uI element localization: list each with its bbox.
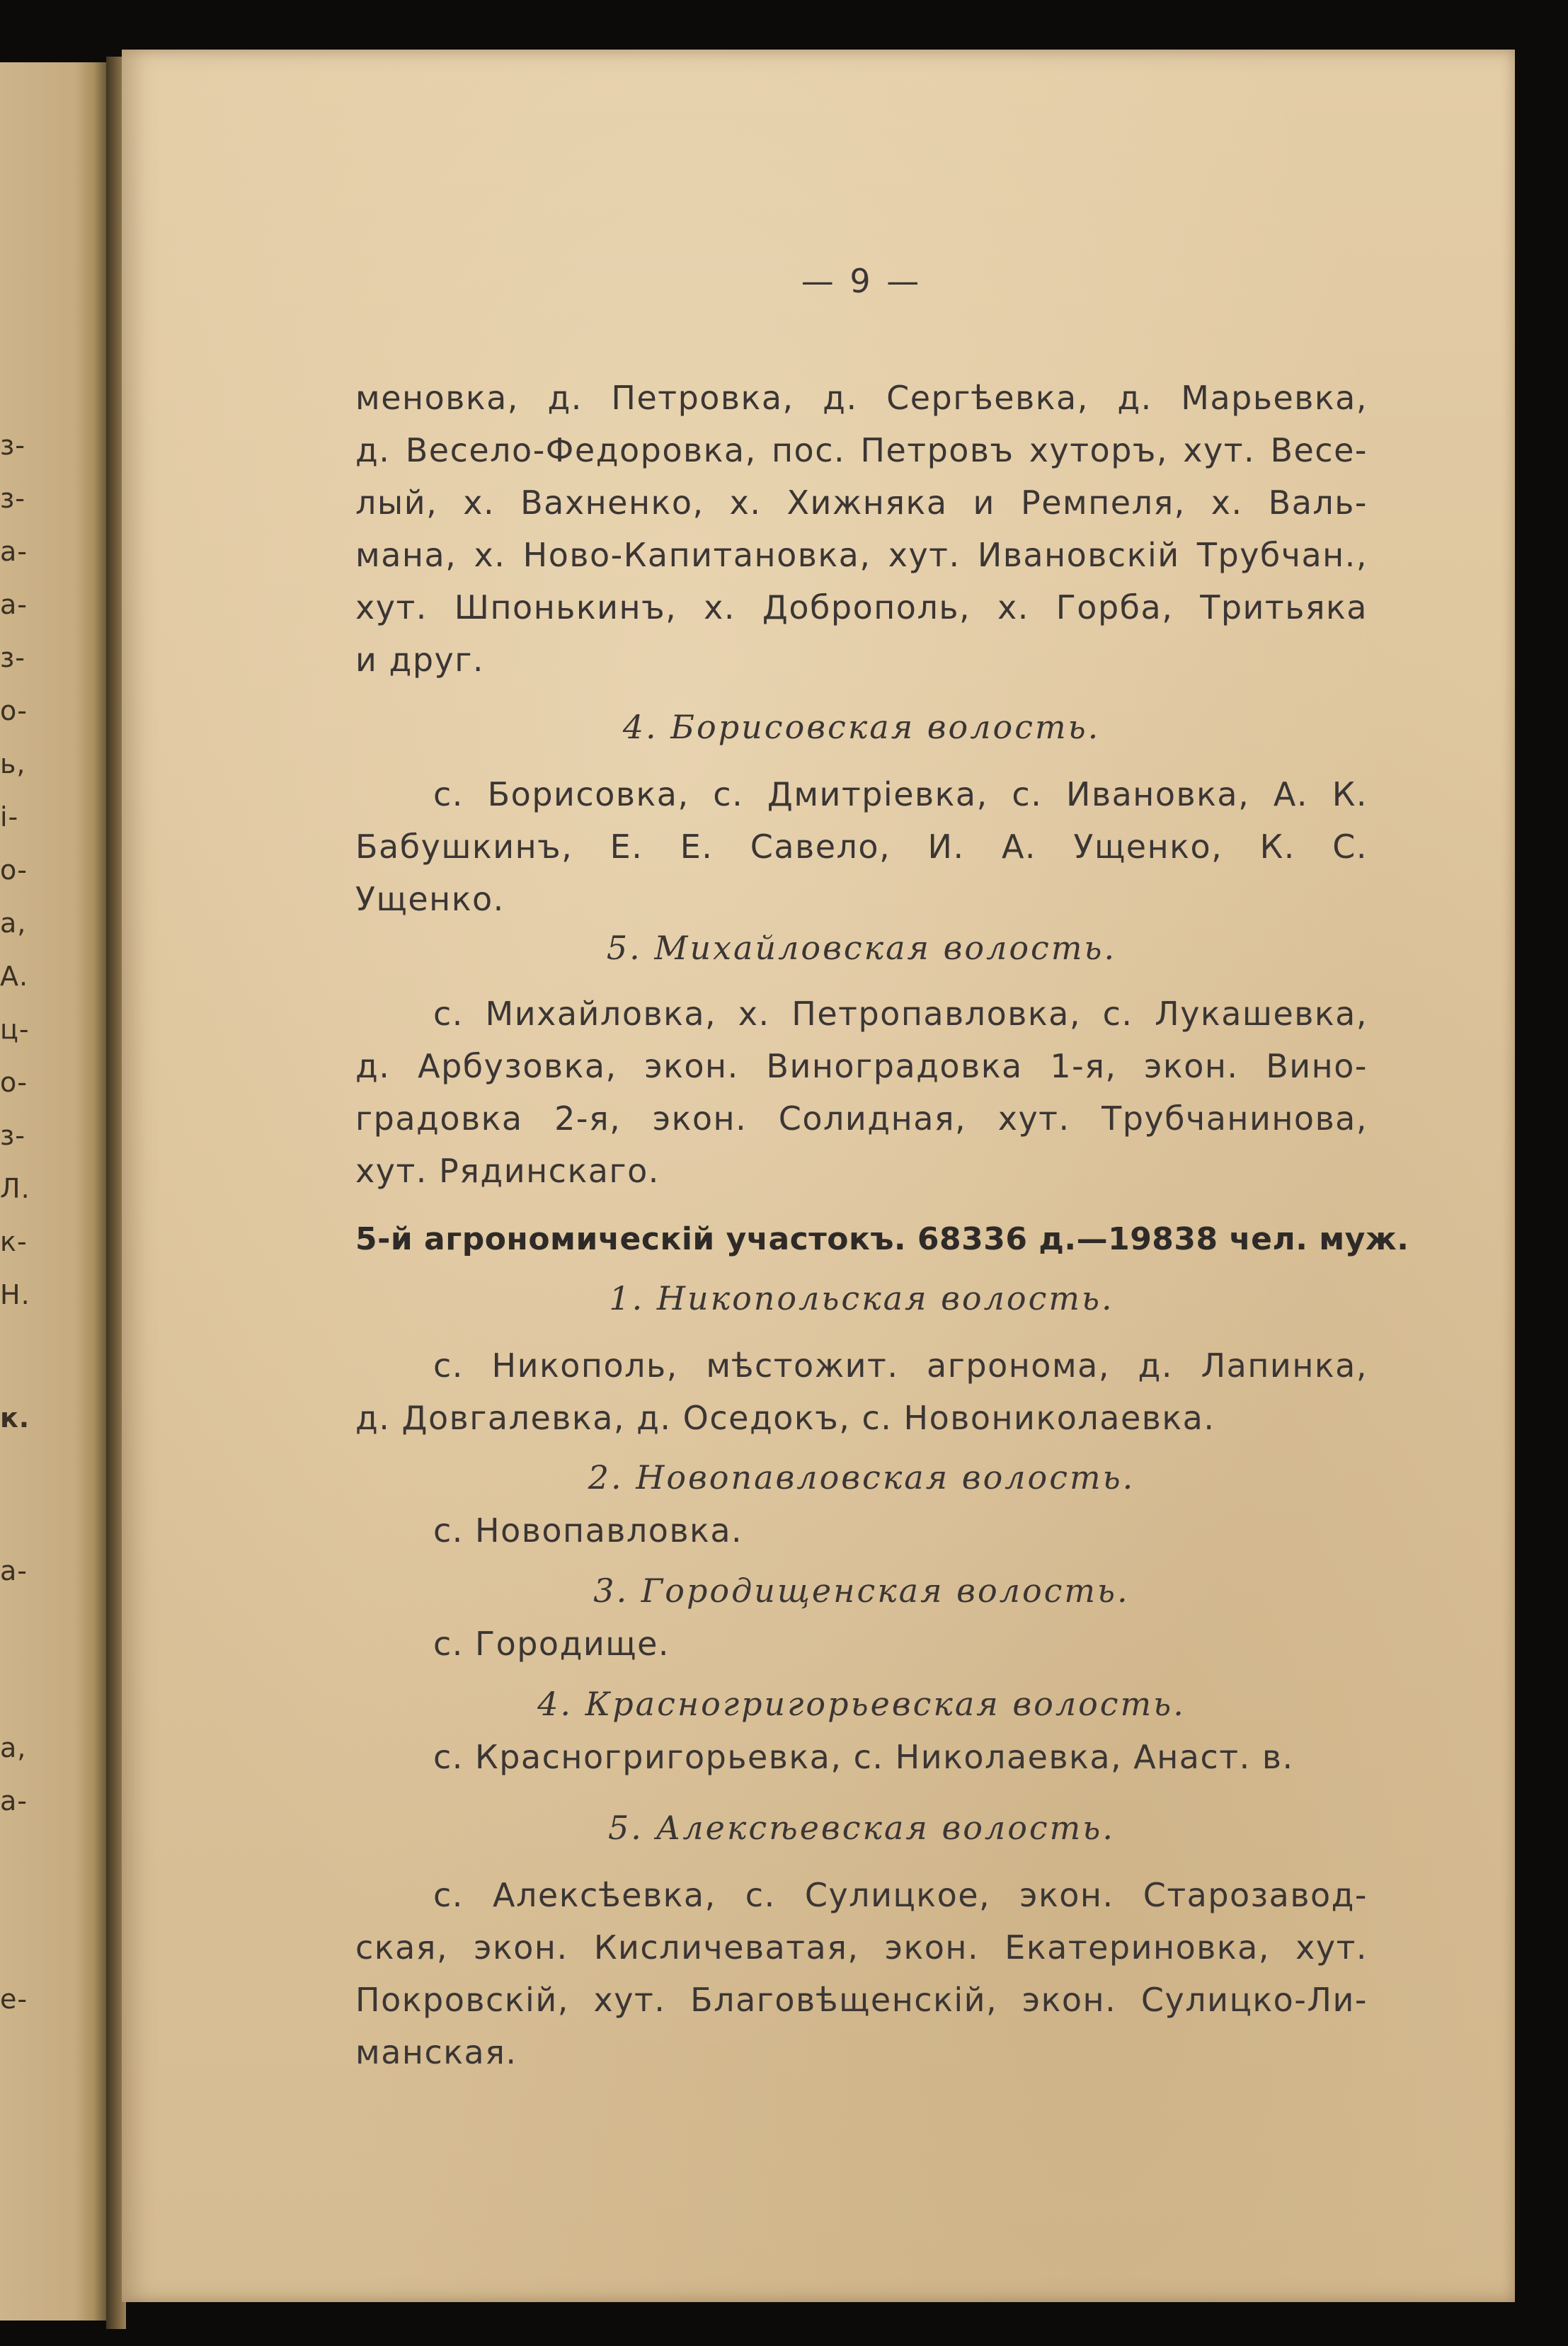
- left-page-fragment: а,: [0, 1732, 27, 1763]
- text-line: хут. Шпонькинъ, х. Доброполь, х. Горба, Тритьяка: [355, 588, 1368, 626]
- volost-paragraph: [355, 1504, 1368, 1557]
- text-line: д. Весело-Федоровка, пос. Петровъ хуторъ, хут. Весе-: [355, 431, 1368, 469]
- paragraph-continued: [355, 372, 1368, 686]
- text-line: с. Красногригорьевка, с. Николаевка, Анаст. в.: [433, 1738, 1294, 1776]
- left-page-fragment: з-: [0, 430, 25, 461]
- text-line: Ущенко.: [355, 880, 505, 918]
- volost-paragraph: [355, 1869, 1368, 2078]
- volost-heading: 1. Никопольская волость.: [609, 1279, 1114, 1317]
- volost-paragraph: [355, 768, 1368, 925]
- text-line: д. Довгалевка, д. Оседокъ, с. Новониколаевка.: [355, 1399, 1215, 1437]
- book-page: [122, 50, 1515, 2302]
- volost-paragraph: [355, 988, 1368, 1197]
- text-line: д. Арбузовка, экон. Виноградовка 1-я, экон. Вино-: [355, 1047, 1368, 1085]
- left-page-fragment: о-: [0, 695, 28, 726]
- volost-heading: 4. Борисовская волость.: [622, 708, 1101, 746]
- text-line: Покровскій, хут. Благовѣщенскій, экон. Сулицко-Ли-: [355, 1981, 1368, 2019]
- left-page-fragment: а-: [0, 536, 28, 567]
- volost-paragraph: [355, 1618, 1368, 1670]
- left-page-fragment: е-: [0, 1984, 28, 2015]
- left-page-fragment: з-: [0, 1120, 25, 1151]
- left-page-fragment: з-: [0, 642, 25, 673]
- text-line: с. Городище.: [433, 1625, 670, 1663]
- text-line: мана, х. Ново-Капитановка, хут. Ивановскій Трубчан.,: [355, 536, 1368, 574]
- volost-paragraph: [355, 1731, 1368, 1783]
- volost-heading: 4. Красногригорьевская волость.: [537, 1685, 1186, 1723]
- left-page-edge: [0, 62, 106, 2321]
- left-page-fragment: А.: [0, 961, 29, 992]
- text-line: и друг.: [355, 641, 485, 679]
- text-line: хут. Рядинскаго.: [355, 1152, 660, 1190]
- volost-heading: 3. Городищенская волость.: [593, 1572, 1130, 1610]
- left-page-fragment: к-: [0, 1226, 28, 1257]
- left-page-fragment: о-: [0, 854, 28, 886]
- text-line: лый, х. Вахненко, х. Хижняка и Ремпеля, х. Валь-: [355, 483, 1368, 522]
- text-line: градовка 2-я, экон. Солидная, хут. Трубчанинова,: [355, 1099, 1368, 1138]
- left-page-fragment: ц-: [0, 1014, 30, 1045]
- left-page-fragment: Л.: [0, 1173, 30, 1204]
- text-line: манская.: [355, 2033, 517, 2071]
- volost-heading: 5. Алексѣевская волость.: [608, 1809, 1115, 1847]
- text-line: с. Никополь, мѣстожит. агронома, д. Лапинка,: [433, 1346, 1368, 1385]
- text-line: с. Михайловка, х. Петропавловка, с. Лукашевка,: [433, 995, 1368, 1033]
- left-page-fragment: ь,: [0, 748, 26, 779]
- text-line: с. Новопавловка.: [433, 1511, 743, 1550]
- text-line: с. Борисовка, с. Дмитріевка, с. Ивановка, А. К.: [433, 775, 1368, 813]
- text-line: ская, экон. Кисличеватая, экон. Екатериновка, хут.: [355, 1928, 1368, 1967]
- volost-heading: 2. Новопавловская волость.: [588, 1458, 1135, 1497]
- left-page-fragment: і-: [0, 801, 19, 832]
- left-page-fragment: к.: [0, 1402, 30, 1434]
- left-page-fragment: Н.: [0, 1279, 30, 1310]
- left-page-fragment: а-: [0, 1785, 28, 1816]
- text-line: меновка, д. Петровка, д. Сергѣевка, д. Марьевка,: [355, 379, 1368, 417]
- left-page-fragment: з-: [0, 483, 25, 514]
- section-title: 5-й агрономическій участокъ. 68336 д.—19838 чел. муж.: [355, 1221, 1409, 1257]
- left-page-fragment: а-: [0, 1555, 28, 1586]
- volost-paragraph: [355, 1339, 1368, 1444]
- left-page-fragment: о-: [0, 1067, 28, 1098]
- text-line: Бабушкинъ, Е. Е. Савело, И. А. Ущенко, К. С.: [355, 828, 1368, 866]
- volost-heading: 5. Михайловская волость.: [606, 929, 1117, 967]
- text-line: с. Алексѣевка, с. Сулицкое, экон. Старозавод-: [433, 1876, 1368, 1914]
- left-page-fragment: а,: [0, 908, 27, 939]
- left-page-fragment: а-: [0, 589, 28, 620]
- page-number: — 9 —: [801, 262, 922, 300]
